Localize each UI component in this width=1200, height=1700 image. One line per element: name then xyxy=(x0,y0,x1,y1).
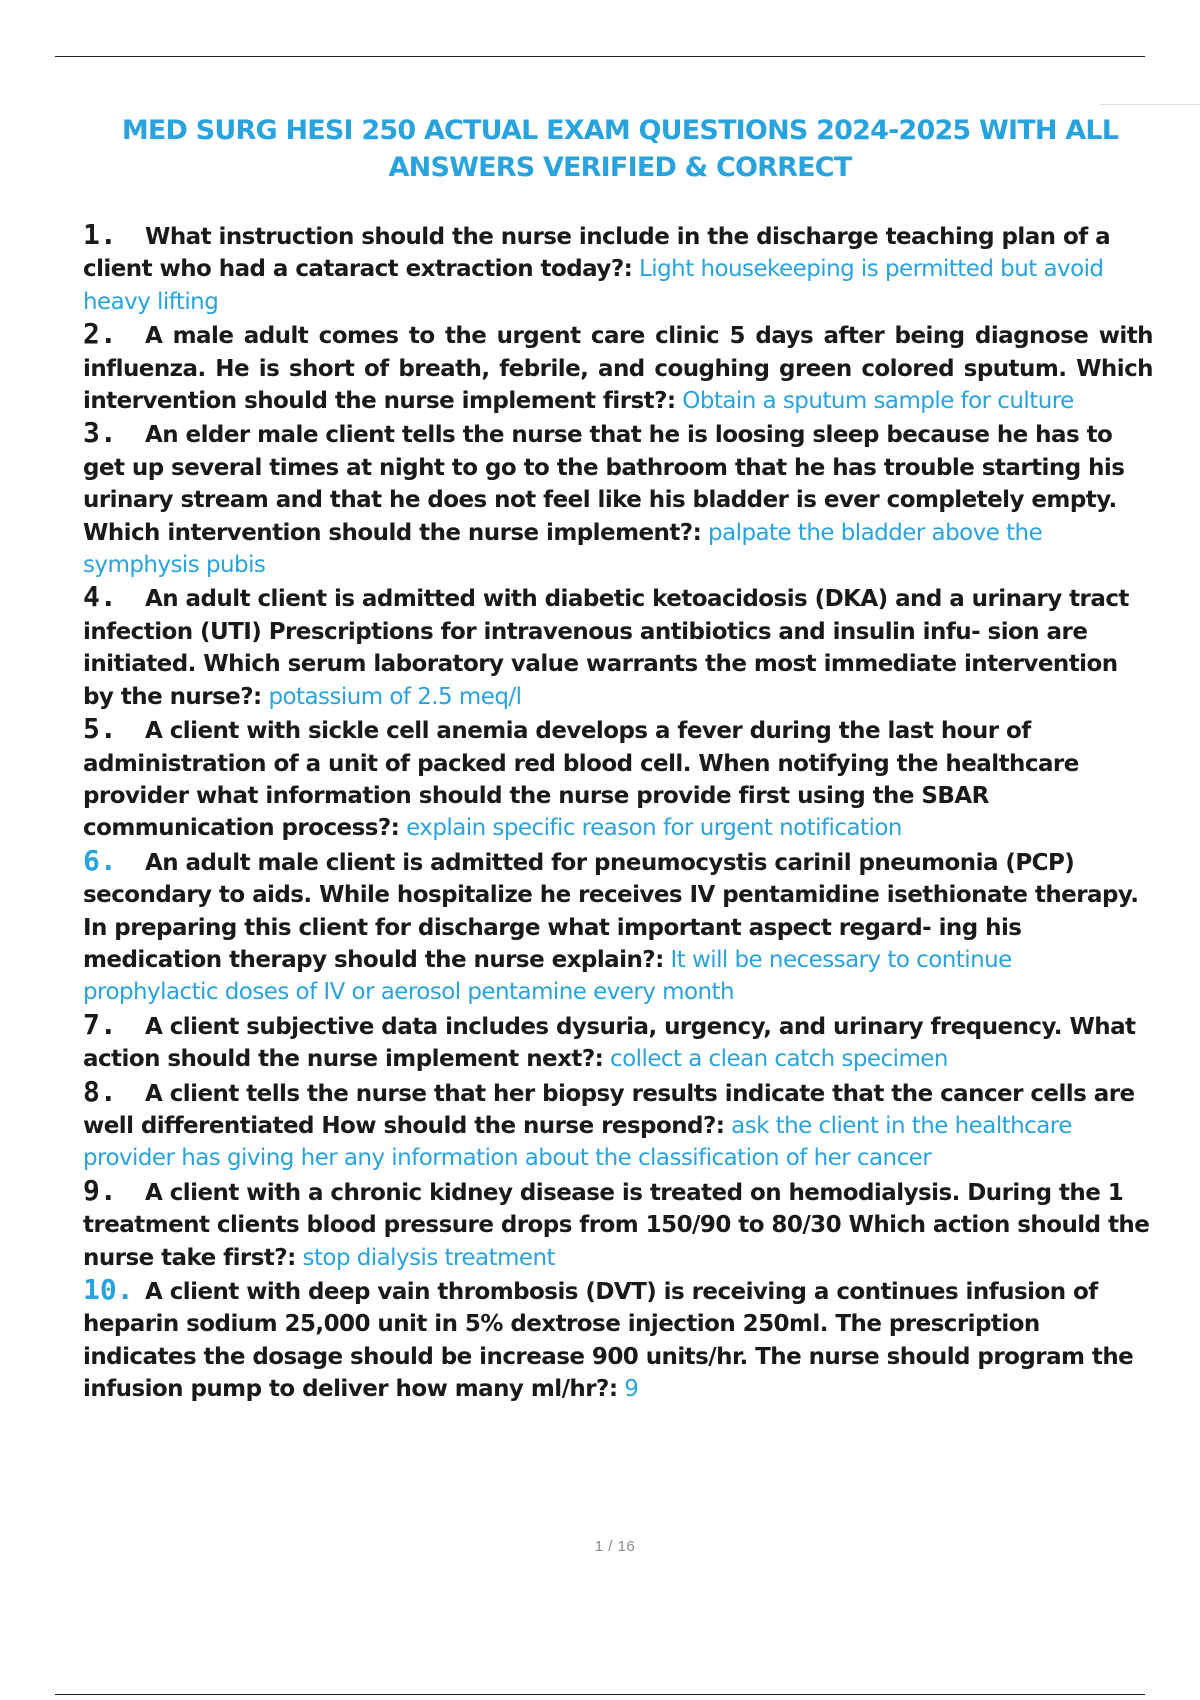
document-title: MED SURG HESI 250 ACTUAL EXAM QUESTIONS 2024-2025 WITH ALL ANSWERS VERIFIED & CORRECT xyxy=(121,115,1119,183)
answer-text: 9 xyxy=(624,1376,639,1403)
answer-text: potassium of 2.5 meq/l xyxy=(268,683,522,710)
question-number: 4. xyxy=(83,580,117,614)
answer-text: ask the client in the healthcare provider has giving her any information about the classification of her cancer xyxy=(83,1112,1072,1172)
header-rule-faint xyxy=(1100,104,1200,105)
question-item xyxy=(83,1009,1153,1076)
answer-text: stop dialysis treatment xyxy=(302,1244,555,1271)
question-item xyxy=(83,1175,1153,1274)
question-item xyxy=(83,1076,1153,1175)
question-number: 9. xyxy=(83,1173,117,1207)
question-text: An adult male client is admitted for pneumocystis carinil pneumonia (PCP) secondary to aids. While hospitalize he receives IV pentamidine isethionate therapy. In preparing this client for discharge what important aspect regard- ing his medication therapy should the nurse explain?: xyxy=(83,849,1139,973)
question-item xyxy=(83,219,1153,318)
question-text: What instruction should the nurse include in the discharge teaching plan of a client who had a cataract extraction today?: xyxy=(83,224,1111,283)
question-number: 1. xyxy=(83,218,117,251)
answer-text: Light housekeeping is permitted but avoid heavy lifting xyxy=(83,256,1104,315)
question-text: A male adult comes to the urgent care clinic 5 days after being diagnose with influenza. He is short of breath, febrile, and coughing green colored sputum. Which intervention should the nurse implement first?: xyxy=(83,323,1153,415)
answer-text: collect a clean catch specimen xyxy=(610,1046,948,1073)
question-text: A client with sickle cell anemia develops a fever during the last hour of administration of a unit of packed red blood cell. When notifying the healthcare provider what information should the nurse provide first using the SBAR communication process?: xyxy=(83,718,1079,842)
question-item xyxy=(83,318,1153,417)
question-text: A client with a chronic kidney disease is treated on hemodialysis. During the 1 treatment clients blood pressure drops from 150/90 to 80/30 Which action should the nurse take first?: xyxy=(83,1179,1150,1271)
question-item xyxy=(83,1274,1153,1406)
question-list xyxy=(83,219,1153,1406)
question-item xyxy=(83,581,1153,713)
question-text: A client tells the nurse that her biopsy results indicate that the cancer cells are well differentiated How should the nurse respond?: xyxy=(83,1080,1135,1139)
question-item xyxy=(83,845,1153,1009)
question-number: 10. xyxy=(83,1273,134,1306)
question-text: A client with deep vain thrombosis (DVT) is receiving a continues infusion of heparin sodium 25,000 unit in 5% dextrose injection 250ml. The prescription indicates the dosage should be increase 900 units/hr. The nurse should program the infusion pump to deliver how many ml/hr?: xyxy=(83,1279,1134,1403)
question-number: 8. xyxy=(83,1074,117,1108)
question-item xyxy=(83,713,1153,845)
question-number: 3. xyxy=(83,416,117,450)
question-text: An adult client is admitted with diabetic ketoacidosis (DKA) and a urinary tract infection (UTI) Prescriptions for intravenous antibiotics and insulin infu- sion are initiated. Which serum laboratory value warrants the most immediate intervention by the nurse?: xyxy=(83,586,1129,710)
answer-text: palpate the bladder above the symphysis pubis xyxy=(83,519,1043,579)
footer-rule xyxy=(55,1694,1145,1695)
question-number: 6. xyxy=(83,843,117,877)
page-indicator: 1 / 16 xyxy=(594,1538,636,1555)
question-item xyxy=(83,417,1153,581)
answer-text: It will be necessary to continue prophylactic doses of IV or aerosol pentamine every month xyxy=(83,946,1012,1006)
question-text: An elder male client tells the nurse that he is loosing sleep because he has to get up several times at night to go to the bathroom that he has trouble starting his urinary stream and that he does not feel like his bladder is ever completely empty. Which intervention should the nurse implement?: xyxy=(83,422,1125,546)
answer-text: Obtain a sputum sample for culture xyxy=(682,388,1074,415)
question-number: 2. xyxy=(83,317,117,351)
header-rule xyxy=(55,56,1145,57)
question-number: 7. xyxy=(83,1007,117,1041)
question-number: 5. xyxy=(83,712,117,746)
answer-text: explain specific reason for urgent notification xyxy=(406,815,902,842)
question-text: A client subjective data includes dysuria, urgency, and urinary frequency. What action should the nurse implement next?: xyxy=(83,1013,1136,1073)
